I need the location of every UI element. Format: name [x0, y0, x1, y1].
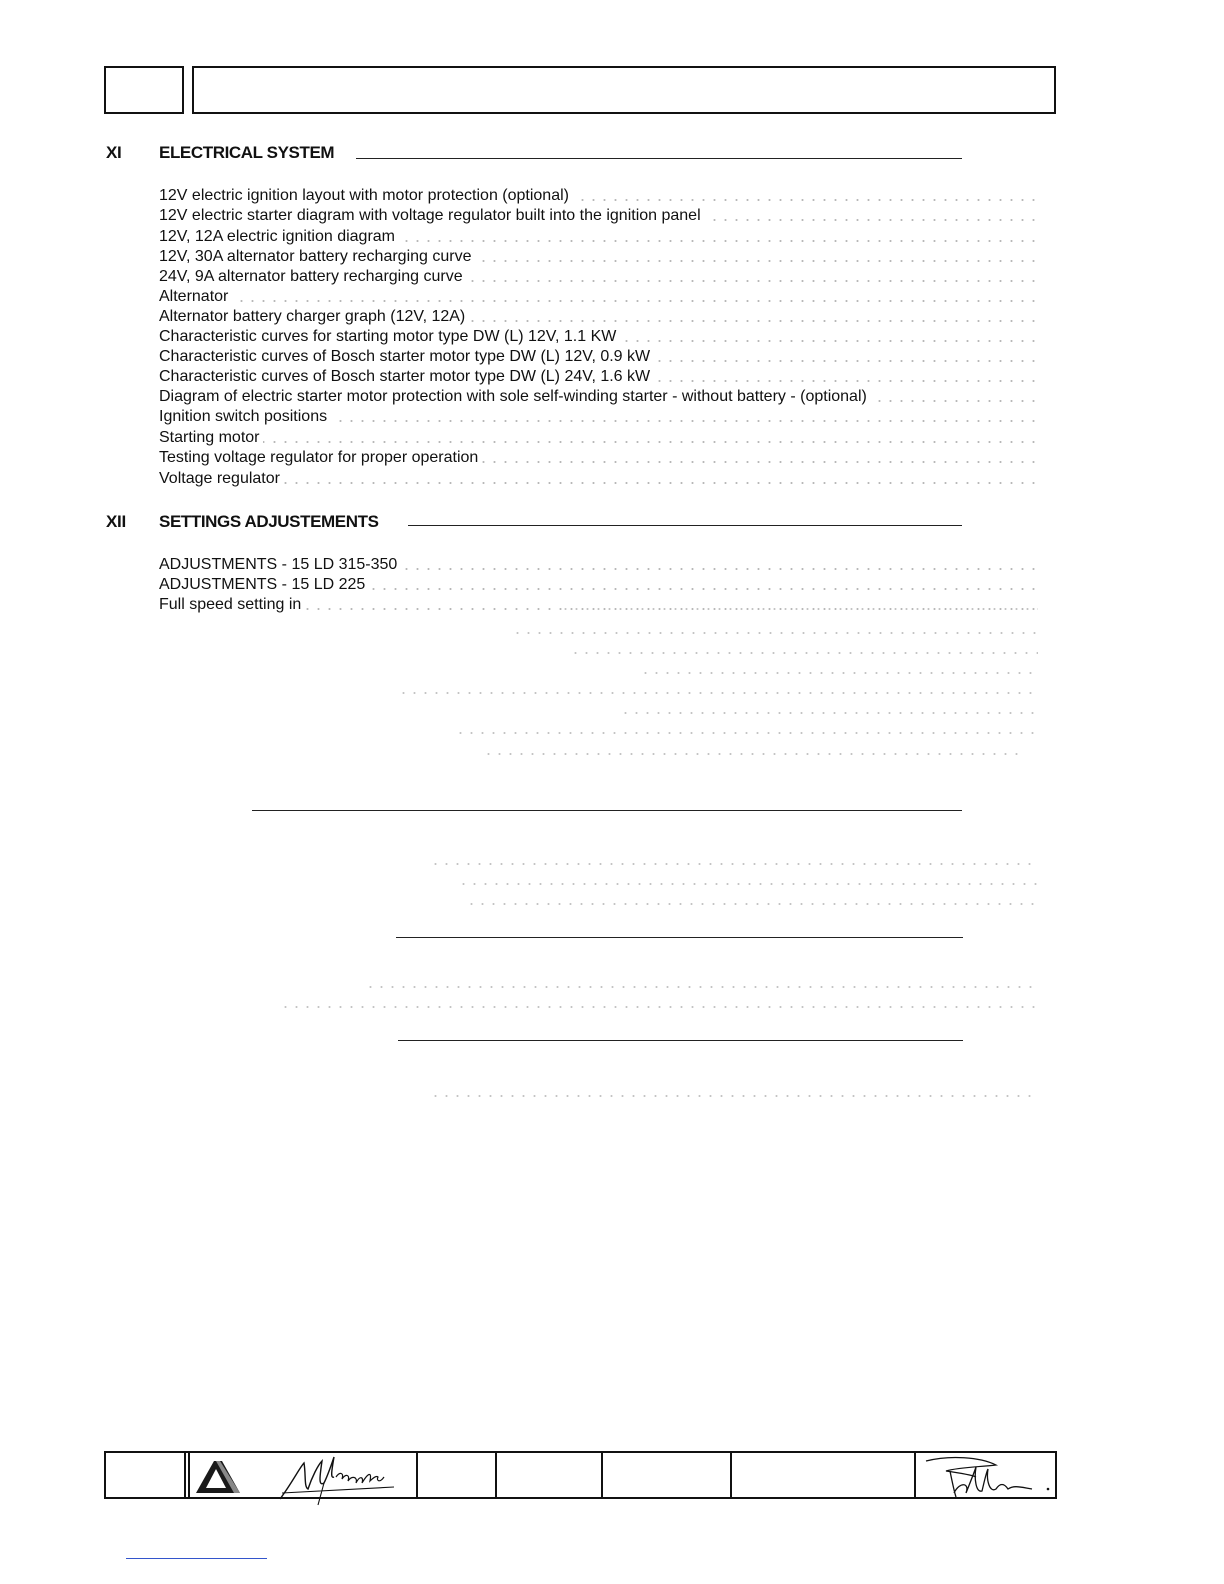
dot-leader: [280, 993, 1038, 1013]
dot-leader: [455, 719, 1038, 739]
dot-leader: [398, 679, 1038, 699]
section-rule: [396, 937, 963, 938]
signature-initials: [920, 1453, 1058, 1499]
signature-primelli: [274, 1453, 404, 1507]
toc-entry: 12V electric ignition layout with motor protection (optional): [159, 186, 1039, 206]
dot-leader: [365, 973, 1038, 993]
toc-entry: 24V, 9A alternator battery recharging curve: [159, 267, 1039, 287]
dot-leader: [430, 1082, 1038, 1102]
toc-entry: Starting motor: [159, 428, 1039, 448]
section-rule: [252, 810, 962, 811]
toc-entry: ADJUSTMENTS - 15 LD 315-350: [159, 555, 1039, 575]
footer-cell: [184, 1453, 186, 1497]
company-logo-icon: [192, 1457, 244, 1495]
section-xi-title: ELECTRICAL SYSTEM: [159, 143, 340, 163]
dot-leader: [560, 595, 1038, 615]
footer-table: [104, 1451, 1057, 1499]
page-link-underline[interactable]: [126, 1558, 267, 1559]
footer-cell: [495, 1453, 497, 1497]
toc-entry: ADJUSTMENTS - 15 LD 225: [159, 575, 1039, 595]
dot-leader: [458, 870, 1038, 890]
section-xii-rule: [408, 525, 962, 526]
toc-entry: Testing voltage regulator for proper operation: [159, 448, 1039, 468]
toc-entry: Characteristic curves of Bosch starter motor type DW (L) 12V, 0.9 kW: [159, 347, 1039, 367]
section-xii-number: XII: [106, 512, 126, 531]
toc-entry: Ignition switch positions: [159, 407, 1039, 427]
section-xi-number: XI: [106, 143, 122, 162]
dot-leader: [640, 659, 1038, 679]
header-page-number-box: [104, 66, 184, 114]
toc-entry: Alternator: [159, 287, 1039, 307]
dot-leader: [570, 639, 1038, 659]
footer-cell: [730, 1453, 732, 1497]
dot-leader: [430, 850, 1038, 870]
toc-entry: Alternator battery charger graph (12V, 12A): [159, 307, 1039, 327]
toc-entry: Voltage regulator: [159, 469, 1039, 489]
dot-leader: [512, 619, 1038, 639]
footer-cell: [601, 1453, 603, 1497]
dot-leader: [466, 890, 1038, 910]
toc-entry: Characteristic curves for starting motor type DW (L) 12V, 1.1 KW: [159, 327, 1039, 347]
header-title-box: [192, 66, 1056, 114]
section-xi-rule: [356, 158, 962, 159]
toc-entry: 12V, 12A electric ignition diagram: [159, 227, 1039, 247]
toc-entry: Diagram of electric starter motor protection with sole self-winding starter - without battery - (optional): [159, 387, 1039, 407]
toc-entry: Full speed setting in: [159, 595, 1039, 615]
section-xii-title: SETTINGS ADJUSTEMENTS: [159, 512, 385, 532]
toc-entry: 12V electric starter diagram with voltage regulator built into the ignition panel: [159, 206, 1039, 226]
dot-leader: [620, 699, 1038, 719]
footer-cell: [416, 1453, 418, 1497]
toc-entry: 12V, 30A alternator battery recharging curve: [159, 247, 1039, 267]
section-rule: [398, 1040, 963, 1041]
footer-cell: [914, 1453, 916, 1497]
toc-entry: Characteristic curves of Bosch starter motor type DW (L) 24V, 1.6 kW: [159, 367, 1039, 387]
dot-leader: [483, 740, 1023, 760]
footer-cell: [188, 1453, 190, 1497]
